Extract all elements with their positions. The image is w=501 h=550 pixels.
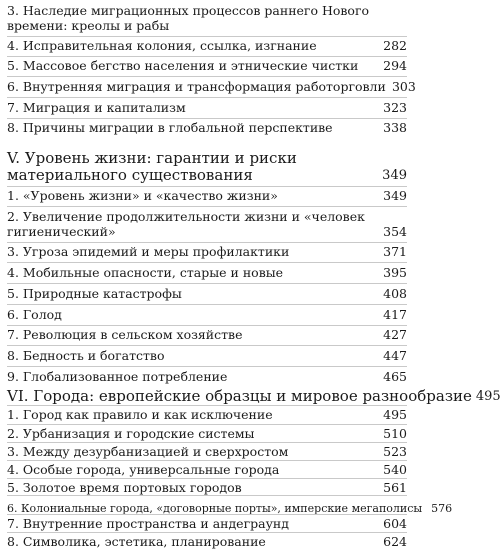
toc-entry-title: 9. Глобализованное потребление [7, 369, 228, 384]
divider [7, 366, 407, 367]
divider [7, 495, 407, 496]
divider [7, 283, 407, 284]
divider [7, 325, 407, 326]
toc-entry-page: 294 [383, 58, 407, 73]
toc-entry [7, 79, 416, 94]
toc-entry [7, 444, 407, 459]
toc-entry [7, 3, 407, 33]
toc-entry-title: 6. Внутренняя миграция и трансформация работорговли [7, 79, 386, 94]
toc-entry-title: 1. «Уровень жизни» и «качество жизни» [7, 188, 278, 203]
toc-entry [7, 100, 407, 115]
toc-entry [7, 307, 407, 322]
toc-entry-title: 1. Город как правило и как исключение [7, 407, 273, 422]
toc-entry-page: 303 [391, 79, 416, 94]
toc-section-heading [7, 150, 407, 184]
divider [7, 262, 407, 263]
toc-entry [7, 407, 407, 422]
toc-entry-title: 8. Символика, эстетика, планирование [7, 534, 266, 549]
toc-entry [7, 327, 407, 342]
toc-entry-title: 3. Наследие миграционных процессов раннего Нового времени: креолы и рабы [7, 3, 370, 33]
toc-entry-title: 4. Исправительная колония, ссылка, изгнание [7, 38, 317, 53]
toc-entry-title: 7. Революция в сельском хозяйстве [7, 327, 243, 342]
toc-section-title: VI. Города: европейские образцы и мировое разнообразие [7, 387, 472, 405]
toc-section-heading [7, 387, 501, 405]
divider [7, 186, 407, 187]
toc-entry [7, 38, 407, 53]
toc-section-page: 349 [382, 168, 407, 183]
toc-entry [7, 369, 407, 384]
toc-entry-title: 2. Урбанизация и городские системы [7, 426, 255, 441]
toc-entry-page: 417 [383, 307, 407, 322]
divider [7, 424, 407, 425]
toc-entry-page: 495 [383, 407, 407, 422]
toc-entry [7, 58, 407, 73]
toc-entry-title: 8. Причины миграции в глобальной перспективе [7, 120, 333, 135]
toc-entry-page: 465 [383, 369, 407, 384]
toc-entry [7, 244, 407, 259]
toc-entry-title: 4. Мобильные опасности, старые и новые [7, 265, 284, 280]
toc-entry-page: 408 [383, 286, 407, 301]
toc-entry [7, 286, 407, 301]
divider [7, 56, 407, 57]
divider [7, 478, 407, 479]
toc-entry [7, 534, 407, 549]
toc-entry-title: 5. Массовое бегство населения и этнические чистки [7, 58, 359, 73]
toc-entry-page: 349 [383, 188, 407, 203]
divider [7, 405, 407, 406]
toc-entry-page: 510 [383, 426, 407, 441]
toc-entry-page: 576 [431, 502, 453, 515]
toc-entry-page: 523 [383, 444, 407, 459]
divider [7, 514, 407, 515]
toc-entry-page: 371 [383, 244, 407, 259]
toc-entry-page: 338 [383, 120, 407, 135]
toc-entry [7, 462, 407, 477]
divider [7, 76, 407, 77]
toc-entry-title: 3. Угроза эпидемий и меры профилактики [7, 244, 290, 259]
toc-entry [7, 188, 407, 203]
toc-entry-title: 7. Миграция и капитализм [7, 100, 186, 115]
toc-entry-title: 6. Голод [7, 307, 62, 322]
toc-entry-page: 561 [383, 480, 407, 495]
toc-entry-page: 427 [383, 327, 407, 342]
toc-entry-title: 4. Особые города, универсальные города [7, 462, 280, 477]
toc-entry-title: 5. Природные катастрофы [7, 286, 182, 301]
divider [7, 532, 407, 533]
toc-entry-page: 282 [383, 38, 407, 53]
toc-entry [7, 516, 407, 531]
toc-entry-title: 7. Внутренние пространства и андеграунд [7, 516, 289, 531]
toc-entry-page: 323 [383, 100, 407, 115]
divider [7, 442, 407, 443]
toc-entry-title: 2. Увеличение продолжительности жизни и «человек гигиенический» [7, 209, 365, 239]
toc-section-title: V. Уровень жизни: гарантии и риски материального существования [7, 149, 297, 184]
toc-section-page: 495 [475, 389, 501, 404]
divider [7, 304, 407, 305]
toc-entry-page: 395 [383, 265, 407, 280]
divider [7, 206, 407, 207]
divider [7, 36, 407, 37]
toc-entry-page: 624 [383, 534, 407, 549]
toc-entry-page: 604 [383, 516, 407, 531]
toc-entry-page: 354 [383, 224, 407, 239]
toc-entry [7, 348, 407, 363]
toc-entry-page: 447 [383, 348, 407, 363]
toc-entry-title: 8. Бедность и богатство [7, 348, 165, 363]
toc-entry-title: 5. Золотое время портовых городов [7, 480, 242, 495]
divider [7, 242, 407, 243]
toc-entry [7, 265, 407, 280]
divider [7, 460, 407, 461]
toc-entry [7, 209, 407, 239]
toc-entry-title: 3. Между дезурбанизацией и сверхростом [7, 444, 289, 459]
divider [7, 97, 407, 98]
divider [7, 345, 407, 346]
divider [7, 118, 407, 119]
toc-entry [7, 426, 407, 441]
toc-entry-title: 6. Колониальные города, «договорные порты», имперские мегаполисы [7, 502, 423, 515]
toc-entry [7, 480, 407, 495]
toc-entry [7, 120, 407, 135]
toc-entry-page: 540 [383, 462, 407, 477]
